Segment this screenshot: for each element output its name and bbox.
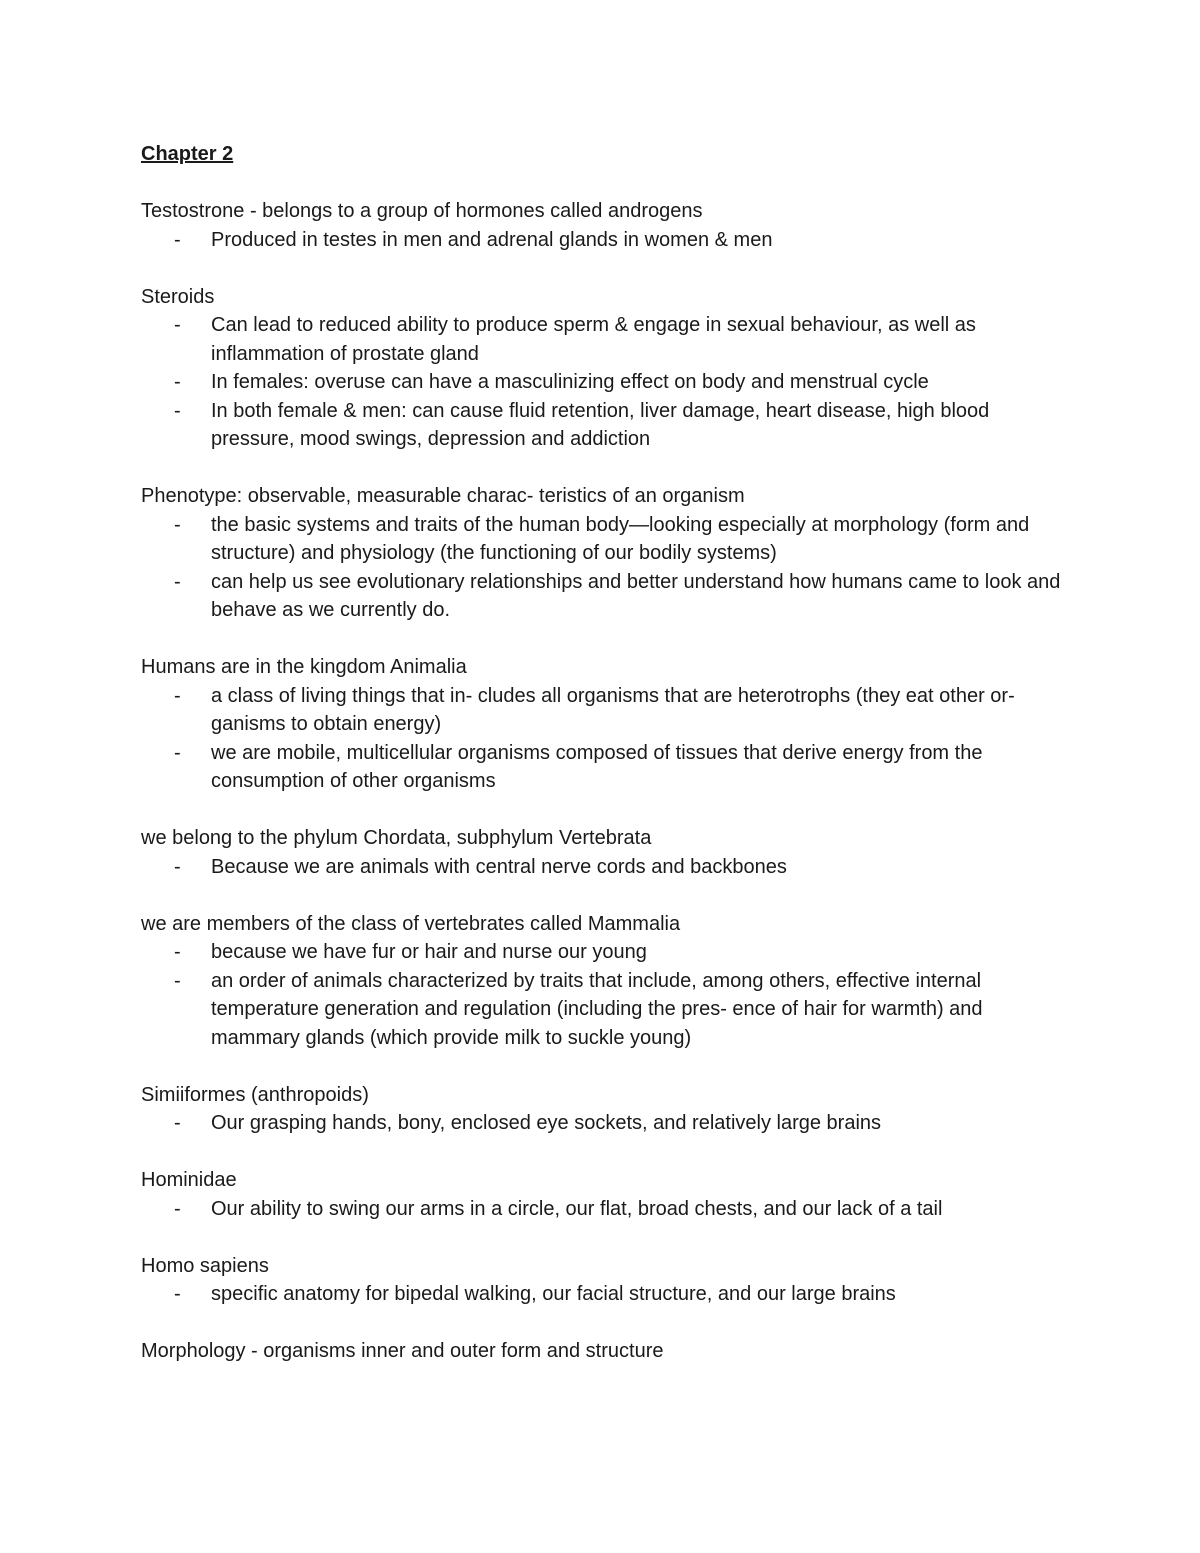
bullet-text: specific anatomy for bipedal walking, our facial structure, and our large brains: [211, 1283, 896, 1305]
document-page: [141, 140, 1071, 1394]
page-title: Chapter 2: [141, 143, 234, 165]
bullet-list: [141, 311, 1071, 454]
bullet-item: [141, 739, 1071, 796]
bullet-dash: -: [174, 969, 181, 992]
bullet-text: the basic systems and traits of the human body—looking especially at morphology (form and structure) and physiology (the functioning of our bodily systems): [211, 513, 1030, 564]
notes-body: [141, 197, 1071, 1366]
bullet-text: an order of animals characterized by traits that include, among others, effective internal temperature generation and regulation (including the pres- ence of hair for warmth) and mammary glands (which provide milk to suckle young): [211, 969, 983, 1049]
bullet-item: [141, 511, 1071, 568]
section-heading: Humans are in the kingdom Animalia: [141, 656, 467, 678]
section-heading: Simiiformes (anthropoids): [141, 1083, 369, 1106]
note-section: [141, 910, 1071, 1053]
bullet-dash: -: [174, 570, 181, 593]
bullet-text: Produced in testes in men and adrenal glands in women & men: [211, 228, 773, 251]
bullet-item: [141, 568, 1071, 625]
note-section: [141, 1337, 1071, 1366]
bullet-item: [141, 311, 1071, 368]
bullet-item: [141, 1195, 1071, 1224]
bullet-dash: -: [174, 855, 181, 878]
bullet-dash: -: [174, 1197, 181, 1220]
bullet-item: [141, 397, 1071, 454]
note-section: [141, 1166, 1071, 1223]
section-heading: we belong to the phylum Chordata, subphylum Vertebrata: [141, 827, 652, 849]
note-section: [141, 1081, 1071, 1138]
bullet-text: Because we are animals with central nerve cords and backbones: [211, 855, 787, 878]
bullet-dash: -: [174, 371, 181, 393]
section-heading: Hominidae: [141, 1169, 237, 1191]
bullet-dash: -: [174, 1112, 181, 1134]
bullet-text: In both female & men: can cause fluid retention, liver damage, heart disease, high blood pressure, mood swings, depression and addiction: [211, 399, 990, 450]
note-section: [141, 197, 1071, 254]
bullet-item: [141, 938, 1071, 967]
bullet-dash: -: [174, 1283, 181, 1305]
section-heading: Phenotype: observable, measurable charac- teristics of an organism: [141, 485, 745, 507]
section-heading: Steroids: [141, 285, 215, 308]
bullet-list: [141, 226, 1071, 255]
bullet-text: Can lead to reduced ability to produce sperm & engage in sexual behaviour, as well as inflammation of prostate gland: [211, 314, 976, 365]
bullet-dash: -: [174, 684, 181, 707]
note-section: [141, 1252, 1071, 1309]
bullet-text: Our grasping hands, bony, enclosed eye sockets, and relatively large brains: [211, 1112, 882, 1134]
bullet-item: [141, 1109, 1071, 1138]
section-heading: Morphology - organisms inner and outer form and structure: [141, 1340, 664, 1362]
bullet-list: [141, 1280, 1071, 1309]
bullet-dash: -: [174, 513, 181, 536]
section-heading: we are members of the class of vertebrates called Mammalia: [141, 912, 681, 935]
bullet-text: In females: overuse can have a masculinizing effect on body and menstrual cycle: [211, 371, 929, 393]
section-heading: Homo sapiens: [141, 1254, 269, 1277]
bullet-list: [141, 853, 1071, 882]
note-section: [141, 482, 1071, 625]
note-section: [141, 283, 1071, 454]
bullet-text: we are mobile, multicellular organisms composed of tissues that derive energy from the consumption of other organisms: [211, 741, 983, 792]
bullet-dash: -: [174, 941, 181, 963]
bullet-item: [141, 1280, 1071, 1309]
bullet-dash: -: [174, 228, 181, 251]
bullet-text: can help us see evolutionary relationships and better understand how humans came to look and behave as we currently do.: [211, 570, 1061, 621]
bullet-item: [141, 368, 1071, 397]
section-heading: Testostrone - belongs to a group of hormones called androgens: [141, 200, 703, 222]
bullet-text: because we have fur or hair and nurse our young: [211, 941, 647, 963]
note-section: [141, 824, 1071, 881]
bullet-item: [141, 853, 1071, 882]
bullet-dash: -: [174, 741, 181, 764]
bullet-dash: -: [174, 399, 181, 422]
bullet-item: [141, 682, 1071, 739]
bullet-list: [141, 938, 1071, 1052]
bullet-item: [141, 967, 1071, 1053]
bullet-text: Our ability to swing our arms in a circle, our flat, broad chests, and our lack of a tail: [211, 1197, 943, 1220]
bullet-list: [141, 1109, 1071, 1138]
bullet-list: [141, 1195, 1071, 1224]
bullet-list: [141, 682, 1071, 796]
bullet-text: a class of living things that in- cludes all organisms that are heterotrophs (they eat other or- ganisms to obtain energy): [211, 684, 1015, 735]
note-section: [141, 653, 1071, 796]
bullet-dash: -: [174, 314, 181, 336]
bullet-item: [141, 226, 1071, 255]
bullet-list: [141, 511, 1071, 625]
